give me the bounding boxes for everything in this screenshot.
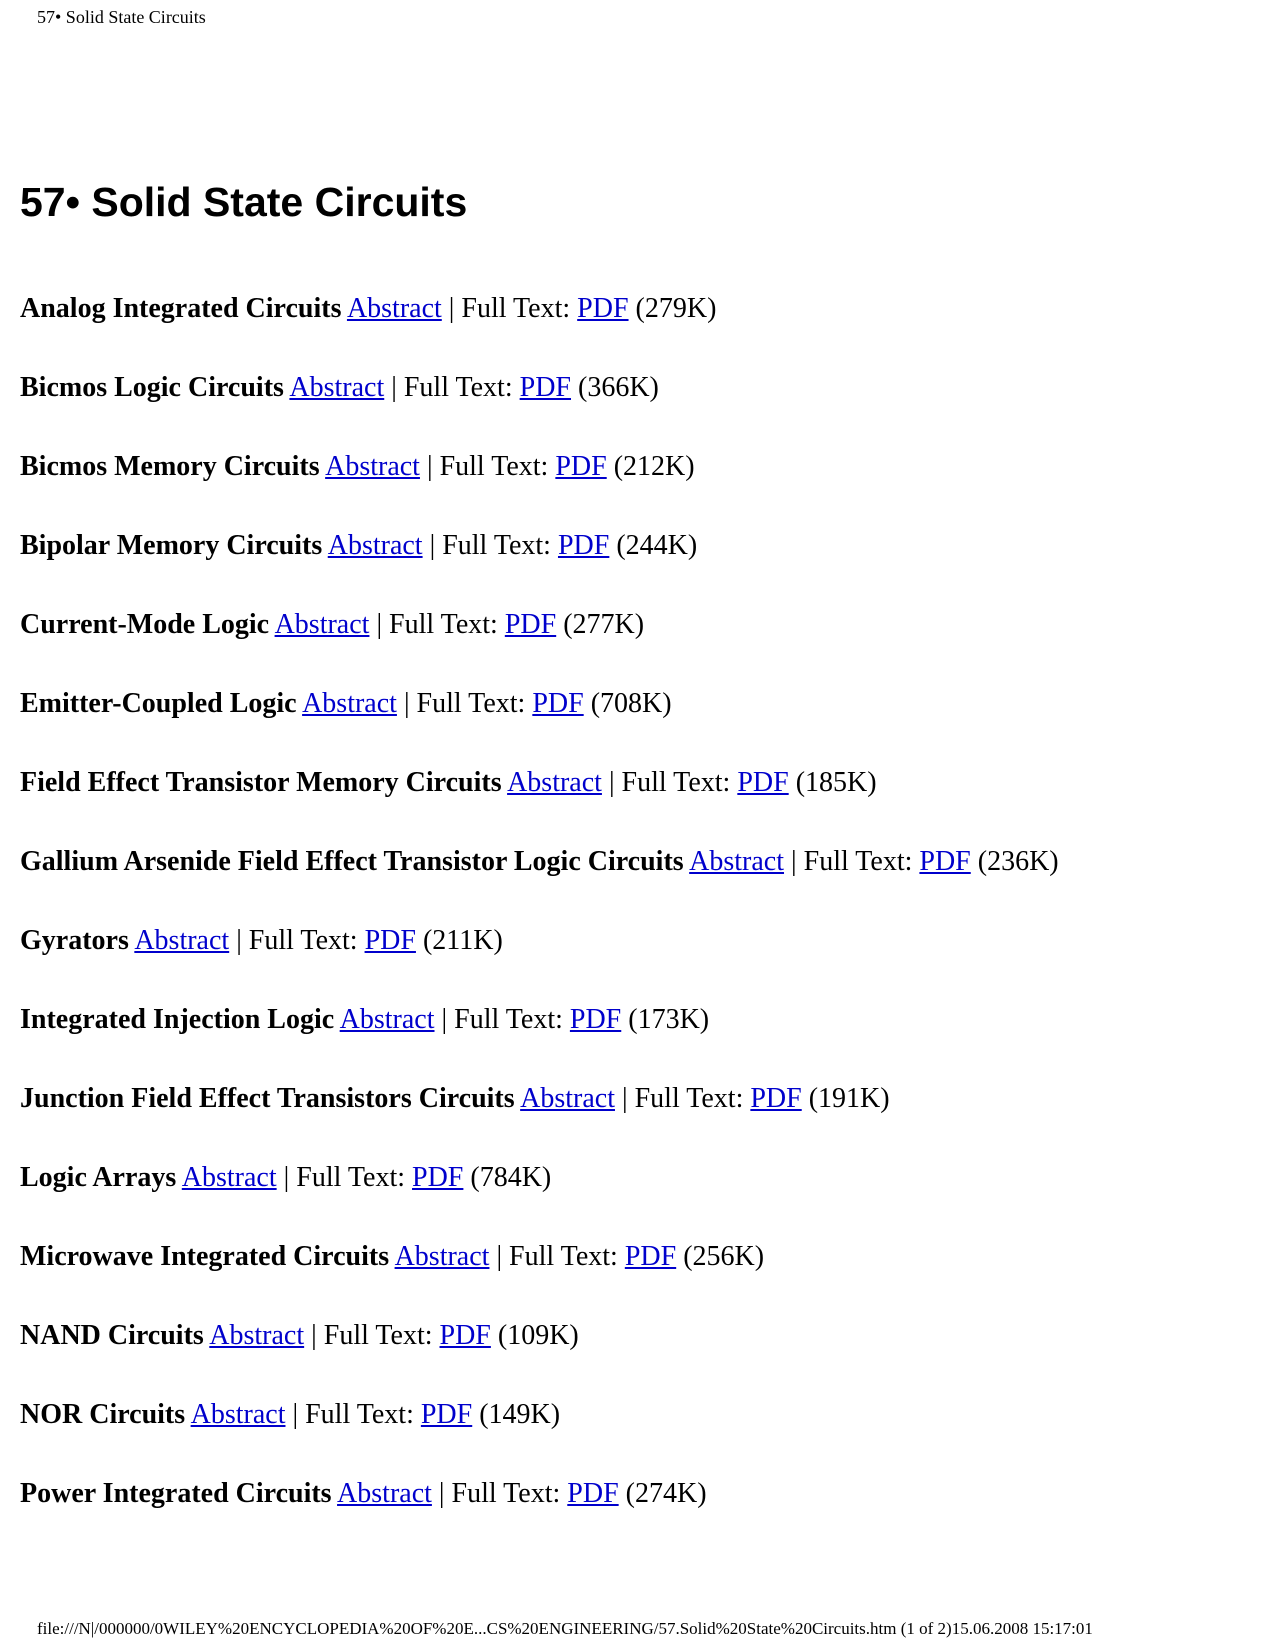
- list-item: [20, 294, 1059, 373]
- article-title: Microwave Integrated Circuits: [20, 1241, 390, 1272]
- full-text-label: Full Text:: [803, 846, 913, 877]
- print-footer-file-path: file:///N|/000000/0WILEY%20ENCYCLOPEDIA%20OF%20E...CS%20ENGINEERING/57.Solid%20State%20Circuits.htm (1 of 2)15.06.2008 15:17:01: [37, 1619, 1093, 1638]
- article-title: Emitter-Coupled Logic: [20, 688, 297, 719]
- full-text-label: Full Text:: [442, 530, 551, 561]
- list-item: [20, 610, 1059, 689]
- pdf-link[interactable]: PDF: [532, 688, 584, 719]
- article-title: Power Integrated Circuits: [20, 1478, 332, 1509]
- full-text-label: Full Text:: [461, 293, 571, 324]
- pdf-link[interactable]: PDF: [555, 451, 607, 482]
- list-item: [20, 452, 1059, 531]
- file-size: (109K): [497, 1320, 579, 1351]
- abstract-link[interactable]: Abstract: [394, 1241, 490, 1272]
- list-item: [20, 1163, 1059, 1242]
- full-text-label: Full Text:: [296, 1162, 406, 1193]
- separator: |: [391, 372, 397, 403]
- separator: |: [311, 1320, 317, 1351]
- pdf-link[interactable]: PDF: [504, 609, 557, 640]
- file-size: (173K): [628, 1004, 710, 1035]
- pdf-link[interactable]: PDF: [567, 1478, 619, 1509]
- full-text-label: Full Text:: [439, 451, 549, 482]
- article-title: NAND Circuits: [20, 1320, 204, 1351]
- separator: |: [283, 1162, 290, 1193]
- list-item: [20, 1321, 1059, 1400]
- pdf-link[interactable]: PDF: [577, 293, 629, 324]
- abstract-link[interactable]: Abstract: [289, 372, 385, 403]
- full-text-label: Full Text:: [305, 1399, 414, 1430]
- separator: |: [621, 1083, 628, 1114]
- list-item: [20, 1400, 1059, 1479]
- list-item: [20, 1005, 1059, 1084]
- full-text-label: Full Text:: [621, 767, 731, 798]
- file-size: (211K): [422, 925, 503, 956]
- file-size: (708K): [590, 688, 672, 719]
- abstract-link[interactable]: Abstract: [274, 609, 370, 640]
- separator: |: [441, 1004, 448, 1035]
- abstract-link[interactable]: Abstract: [339, 1004, 435, 1035]
- article-title: Logic Arrays: [20, 1162, 177, 1193]
- abstract-link[interactable]: Abstract: [134, 925, 230, 956]
- pdf-link[interactable]: PDF: [557, 530, 610, 561]
- full-text-label: Full Text:: [389, 609, 498, 640]
- article-title: Field Effect Transistor Memory Circuits: [20, 767, 502, 798]
- abstract-link[interactable]: Abstract: [302, 688, 397, 719]
- file-size: (256K): [683, 1241, 765, 1272]
- full-text-label: Full Text:: [403, 372, 513, 403]
- pdf-link[interactable]: PDF: [420, 1399, 473, 1430]
- separator: |: [791, 846, 797, 877]
- list-item: [20, 847, 1059, 926]
- file-size: (366K): [578, 372, 659, 403]
- list-item: [20, 689, 1059, 768]
- full-text-label: Full Text:: [451, 1478, 561, 1509]
- pdf-link[interactable]: PDF: [750, 1083, 802, 1114]
- page-title: 57• Solid State Circuits: [20, 179, 468, 225]
- pdf-link[interactable]: PDF: [412, 1162, 464, 1193]
- abstract-link[interactable]: Abstract: [209, 1320, 305, 1351]
- file-size: (191K): [808, 1083, 890, 1114]
- pdf-link[interactable]: PDF: [624, 1241, 677, 1272]
- list-item: [20, 1084, 1059, 1163]
- full-text-label: Full Text:: [416, 688, 526, 719]
- separator: |: [376, 609, 383, 640]
- separator: |: [236, 925, 242, 956]
- abstract-link[interactable]: Abstract: [520, 1083, 615, 1114]
- article-title: NOR Circuits: [20, 1399, 186, 1430]
- full-text-label: Full Text:: [323, 1320, 433, 1351]
- pdf-link[interactable]: PDF: [364, 925, 416, 956]
- pdf-link[interactable]: PDF: [919, 846, 971, 877]
- pdf-link[interactable]: PDF: [737, 767, 789, 798]
- abstract-link[interactable]: Abstract: [325, 451, 420, 482]
- full-text-label: Full Text:: [509, 1241, 618, 1272]
- file-size: (277K): [563, 609, 645, 640]
- file-size: (212K): [613, 451, 695, 482]
- list-item: [20, 926, 1059, 1005]
- pdf-link[interactable]: PDF: [569, 1004, 622, 1035]
- list-item: [20, 1242, 1059, 1321]
- article-title: Bicmos Logic Circuits: [20, 372, 284, 403]
- separator: |: [438, 1478, 445, 1509]
- file-size: (149K): [479, 1399, 561, 1430]
- abstract-link[interactable]: Abstract: [346, 293, 442, 324]
- article-title: Integrated Injection Logic: [20, 1004, 335, 1035]
- file-size: (236K): [977, 846, 1059, 877]
- article-title: Bicmos Memory Circuits: [20, 451, 320, 482]
- abstract-link[interactable]: Abstract: [507, 767, 602, 798]
- file-size: (185K): [795, 767, 877, 798]
- list-item: [20, 1479, 1059, 1558]
- full-text-label: Full Text:: [248, 925, 358, 956]
- abstract-link[interactable]: Abstract: [190, 1399, 286, 1430]
- pdf-link[interactable]: PDF: [439, 1320, 491, 1351]
- article-title: Current-Mode Logic: [20, 609, 270, 640]
- file-size: (244K): [616, 530, 698, 561]
- article-title: Junction Field Effect Transistors Circuits: [20, 1083, 515, 1114]
- separator: |: [448, 293, 455, 324]
- file-size: (784K): [470, 1162, 552, 1193]
- article-title: Analog Integrated Circuits: [20, 293, 342, 324]
- abstract-link[interactable]: Abstract: [181, 1162, 277, 1193]
- separator: |: [403, 688, 410, 719]
- separator: |: [496, 1241, 503, 1272]
- article-title: Gyrators: [20, 925, 129, 956]
- full-text-label: Full Text:: [634, 1083, 744, 1114]
- separator: |: [292, 1399, 299, 1430]
- print-header-title: 57• Solid State Circuits: [37, 7, 206, 27]
- abstract-link[interactable]: Abstract: [327, 530, 423, 561]
- pdf-link[interactable]: PDF: [519, 372, 571, 403]
- list-item: [20, 531, 1059, 610]
- article-title: Bipolar Memory Circuits: [20, 530, 323, 561]
- list-item: [20, 768, 1059, 847]
- list-item: [20, 373, 1059, 452]
- separator: |: [426, 451, 433, 482]
- abstract-link[interactable]: Abstract: [337, 1478, 432, 1509]
- article-list: [20, 294, 1059, 1558]
- file-size: (274K): [625, 1478, 707, 1509]
- abstract-link[interactable]: Abstract: [689, 846, 785, 877]
- separator: |: [429, 530, 436, 561]
- full-text-label: Full Text:: [454, 1004, 563, 1035]
- file-size: (279K): [635, 293, 717, 324]
- article-title: Gallium Arsenide Field Effect Transistor Logic Circuits: [20, 846, 684, 877]
- separator: |: [608, 767, 615, 798]
